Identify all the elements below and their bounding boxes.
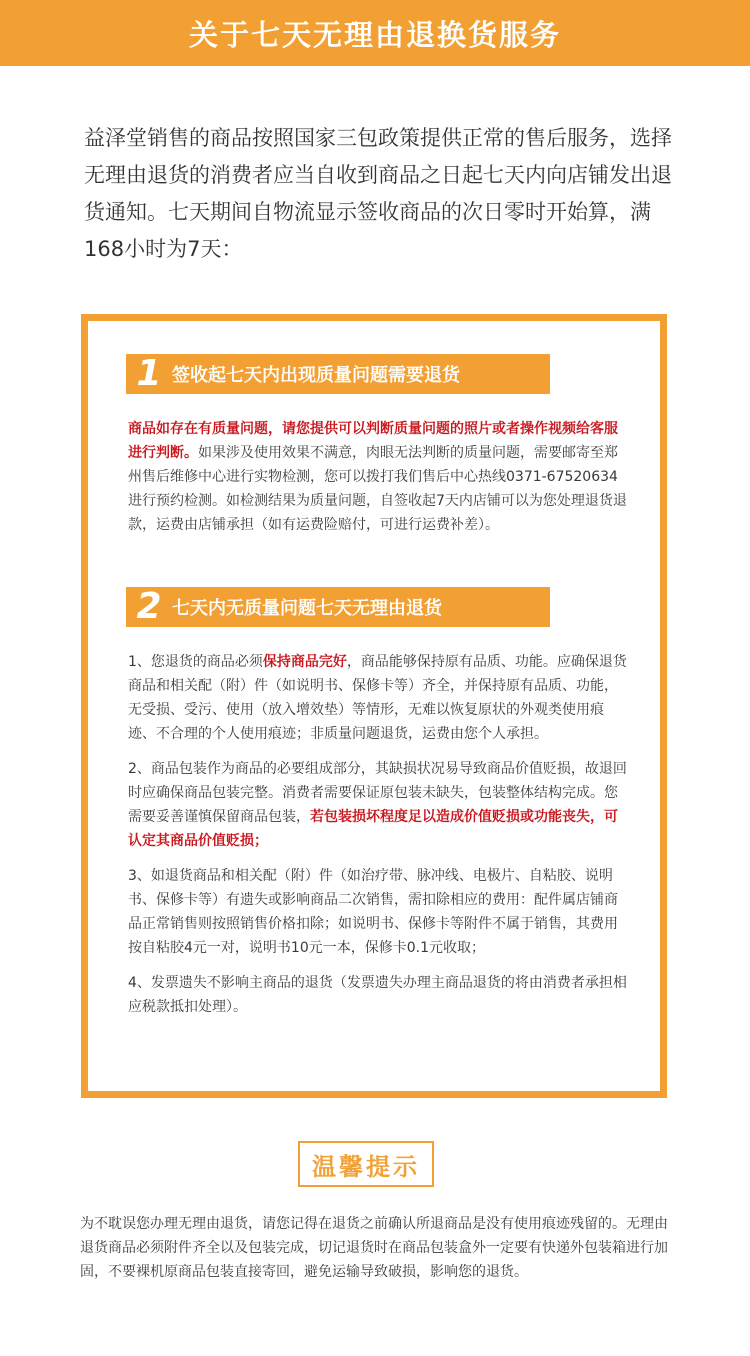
section1-number: 1 — [136, 353, 162, 394]
section1-text — [128, 417, 628, 537]
section2-item-1-b: ，商品能够保持原有品质、功能。应确保退货商品和相关配（附）件（如说明书、保修卡等）齐全，并保持原有品质、功能，无受损、受污、使用（放入增效垫）等情形，无难以恢复原状的外观类使用痕迹、不合理的个人使用痕迹；非质量问题退货，运费由您个人承担。 — [128, 654, 627, 742]
page-header — [0, 0, 750, 66]
section1-header — [126, 354, 550, 394]
section2-item-1-highlight: 保持商品完好 — [262, 654, 347, 670]
section1-title: 签收起七天内出现质量问题需要退货 — [172, 365, 460, 386]
tips-text: 为不耽误您办理无理由退货，请您记得在退货之前确认所退商品是没有使用痕迹残留的。无理由退货商品必须附件齐全以及包装完成，切记退货时在商品包装盒外一定要有快递外包装箱进行加固，不要裸机原商品包装直接寄回，避免运输导致破损，影响您的退货。 — [80, 1216, 668, 1280]
section2-item-2-a: 2、商品包装作为商品的必要组成部分，其缺损状况易导致商品价值贬损，故退回时应确保商品包装完整。消费者需要保证原包装未缺失，包装整体结构完成。您需要妥善谨慎保留商品包装， — [128, 761, 627, 825]
section2-item-2 — [128, 757, 628, 853]
tips-title-box — [298, 1141, 434, 1187]
section2-item-2-highlight: 若包装损坏程度足以造成价值贬损或功能丧失，可认定其商品价值贬损； — [128, 809, 618, 849]
section2-header — [126, 587, 550, 627]
page-title: 关于七天无理由退换货服务 — [188, 17, 561, 52]
section2-item-1 — [128, 650, 628, 746]
section2-item-3: 3、如退货商品和相关配（附）件（如治疗带、脉冲线、电极片、自粘胶、说明书、保修卡等）有遗失或影响商品二次销售，需扣除相应的费用：配件属店铺商品正常销售则按照销售价格扣除；如说明书、保修卡等附件不属于销售，其费用按自粘胶4元一对，说明书10元一本，保修卡0.1元收取； — [128, 868, 618, 956]
section2-number: 2 — [136, 586, 162, 627]
section2-title: 七天内无质量问题七天无理由退货 — [172, 598, 442, 619]
section2-item-4: 4、发票遗失不影响主商品的退货（发票遗失办理主商品退货的将由消费者承担相应税款抵扣处理）。 — [128, 975, 627, 1015]
policy-box — [81, 314, 667, 1098]
section1-highlight: 商品如存在有质量问题，请您提供可以判断质量问题的照片或者操作视频给客服进行判断。 — [128, 421, 618, 461]
tips-title: 温馨提示 — [312, 1152, 420, 1181]
section1-body: 如果涉及使用效果不满意，肉眼无法判断的质量问题，需要邮寄至郑州售后维修中心进行实物检测，您可以拨打我们售后中心热线0371-67520634进行预约检测。如检测结果为质量问题，自签收起7天内店铺可以为您处理退货退款，运费由店铺承担（如有运费险赔付，可进行运费补差）。 — [128, 445, 627, 533]
section2-text — [128, 650, 628, 1030]
intro-paragraph: 益泽堂销售的商品按照国家三包政策提供正常的售后服务，选择无理由退货的消费者应当自收到商品之日起七天内向店铺发出退货通知。七天期间自物流显示签收商品的次日零时开始算，满168小时为7天： — [84, 126, 672, 261]
section2-item-1-a: 1、您退货的商品必须 — [128, 654, 263, 670]
